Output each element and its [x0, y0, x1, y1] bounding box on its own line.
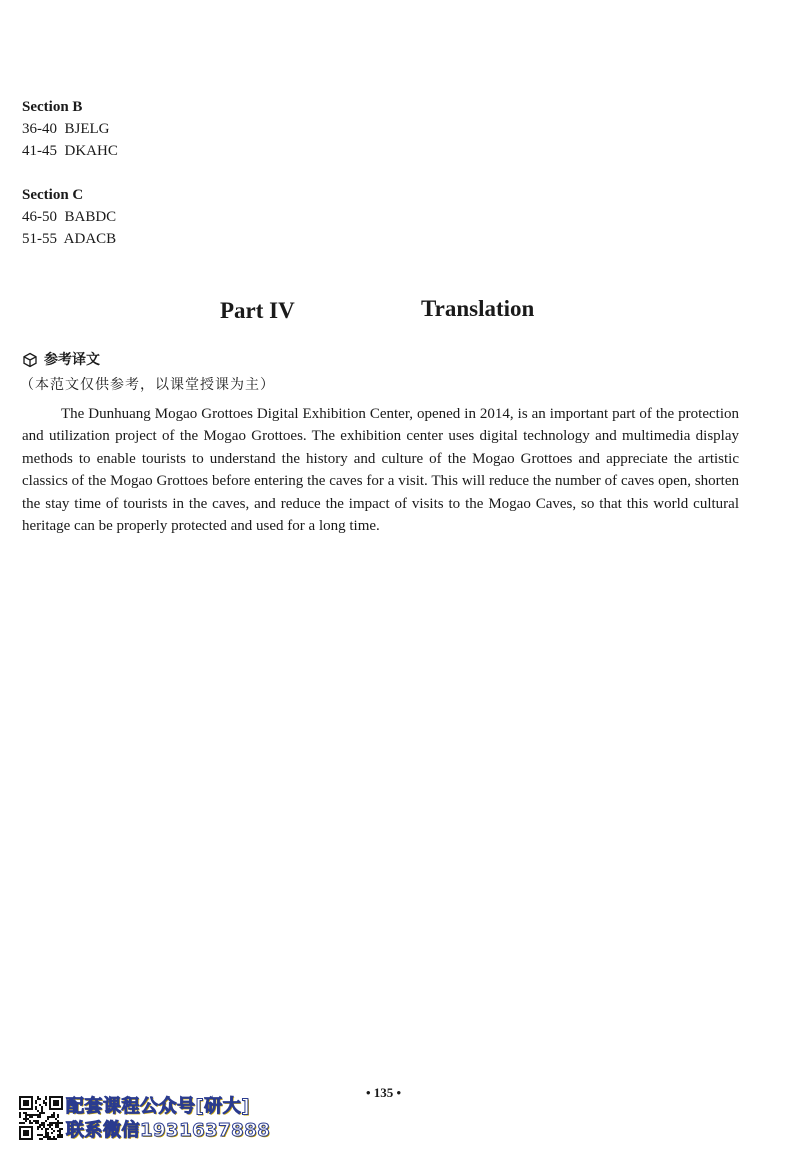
cube-icon — [22, 352, 38, 368]
section-b-title: Section B — [22, 99, 83, 115]
answer-line: 41-45 DKAHC — [22, 143, 118, 159]
answer-line: 36-40 BJELG — [22, 121, 110, 137]
answer-line: 51-55 ADACB — [22, 231, 117, 247]
reference-title: 参考译文 — [44, 352, 100, 368]
qr-code-icon — [19, 1096, 63, 1140]
part-number: Part IV — [220, 298, 295, 323]
page-number: • 135 • — [366, 1085, 402, 1100]
reference-note: （本范文仅供参考，以课堂授课为主） — [20, 377, 275, 393]
watermark-line-2: 联系微信1931637888 — [66, 1120, 271, 1141]
section-c-title: Section C — [22, 187, 84, 203]
answer-line: 46-50 BABDC — [22, 209, 117, 225]
translation-paragraph: The Dunhuang Mogao Grottoes Digital Exhibition Center, opened in 2014, is an important part of the protection and utilization project of the Mogao Grottoes. The exhibition center uses digital technology and multimedia display methods to enable tourists to understand the history and culture of the Mogao Grottoes and appreciate the artistic classics of the Mogao Grottoes before entering the caves for a visit. This will reduce the number of caves open, shorten the stay time of tourists in the caves, and reduce the impact of visits to the Mogao Caves, so that this world cultural heritage can be properly protected and used for a long time. — [22, 406, 739, 535]
watermark-line-1: 配套课程公众号[研大] — [66, 1096, 250, 1117]
part-name: Translation — [421, 296, 535, 321]
